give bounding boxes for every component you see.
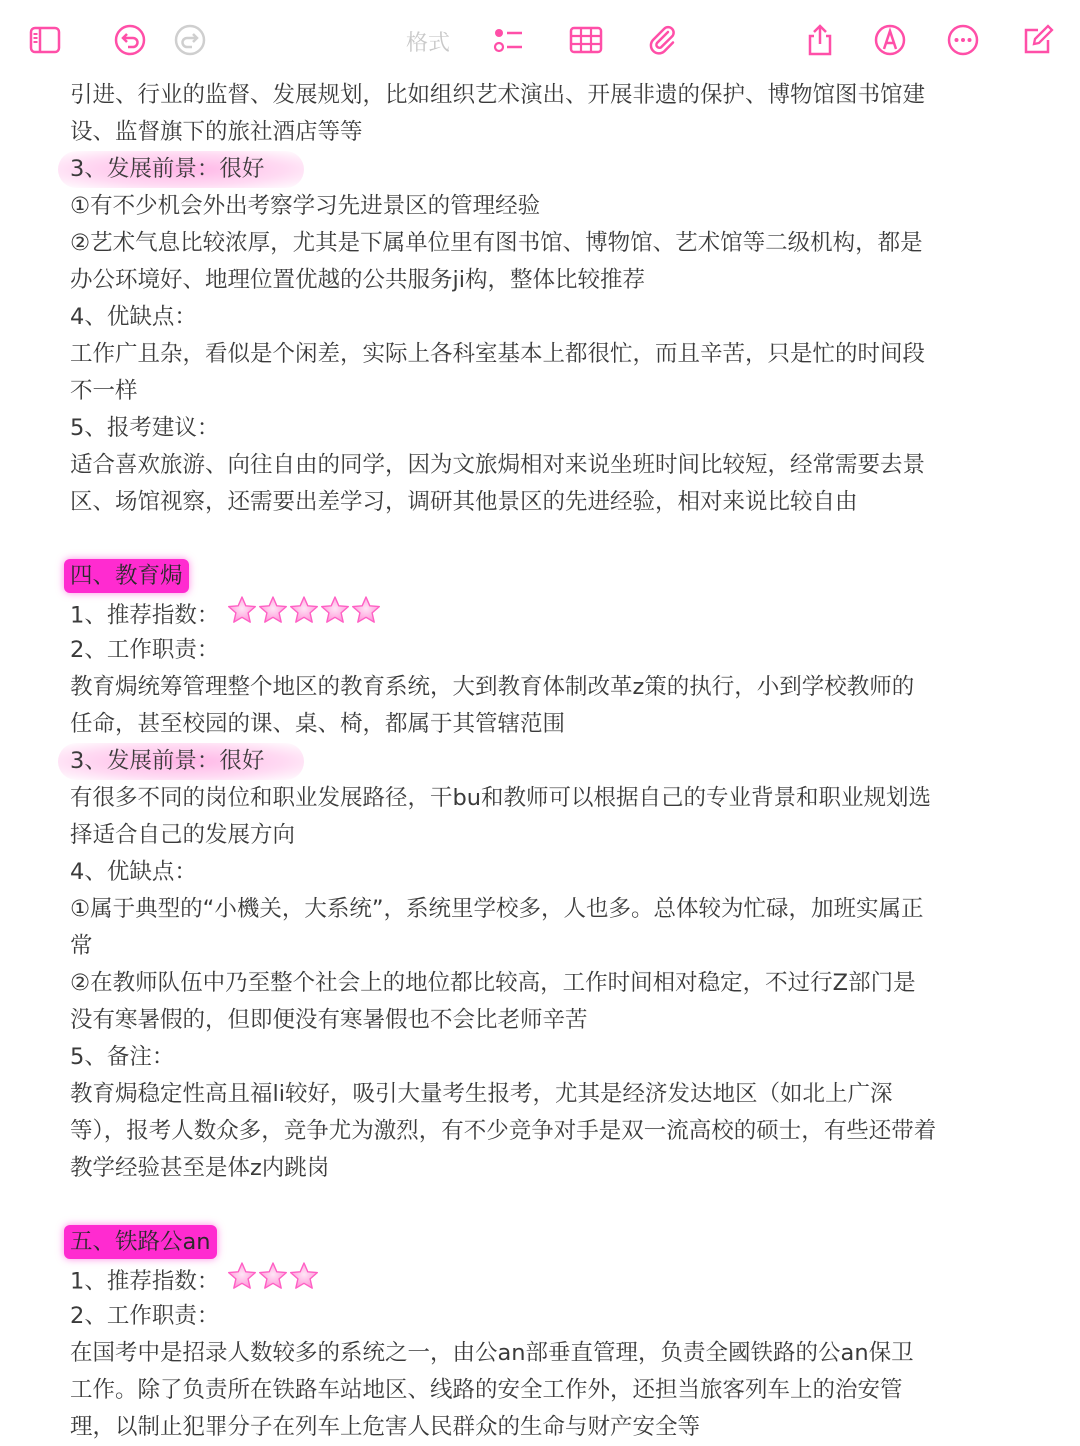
note-text: 4、优缺点： xyxy=(70,304,197,330)
note-line xyxy=(70,743,1010,780)
note-text: 4、优缺点： xyxy=(70,859,197,885)
blank-line xyxy=(70,1187,1010,1224)
note-text: 教学经验甚至是体z内跳岗 xyxy=(70,1155,330,1181)
note-body[interactable] xyxy=(70,77,1010,1446)
highlighted-text: 3、发展前景：很好 xyxy=(70,151,264,188)
sidebar-icon[interactable] xyxy=(25,20,65,60)
note-text: 1、推荐指数： xyxy=(70,1268,220,1295)
note-line xyxy=(70,669,1010,706)
highlighted-text: 3、发展前景：很好 xyxy=(70,743,264,780)
note-line xyxy=(70,1150,1010,1187)
note-line xyxy=(70,188,1010,225)
note-text: 不一样 xyxy=(70,378,138,404)
note-line xyxy=(70,373,1010,410)
star-icon xyxy=(258,1261,288,1291)
note-text: 2、工作职责： xyxy=(70,1303,220,1329)
table-icon[interactable] xyxy=(566,20,606,60)
note-text: 工作。除了负责所在铁路车站地区、线路的安全工作外，还担当旅客列车上的治安管 xyxy=(70,1377,903,1403)
note-text: 引进、行业的监督、发展规划，比如组织艺术演出、开展非遗的保护、博物馆图书馆建 xyxy=(70,82,926,108)
note-text: 理，以制止犯罪分子在列车上危害人民群众的生命与财产安全等 xyxy=(70,1414,701,1440)
note-line xyxy=(70,891,1010,928)
star-icon xyxy=(258,595,288,625)
note-line xyxy=(70,77,1010,114)
note-text: ①有不少机会外出考察学习先进景区的管理经验 xyxy=(70,193,541,219)
note-text: 工作广且杂，看似是个闲差，实际上各科室基本上都很忙，而且辛苦，只是忙的时间段 xyxy=(70,341,926,367)
checklist-icon[interactable] xyxy=(488,20,528,60)
note-line xyxy=(70,225,1010,262)
note-text: ②在教师队伍中乃至整个社会上的地位都比较高，工作时间相对稳定，不过行Z部门是 xyxy=(70,970,916,996)
note-line xyxy=(70,1372,1010,1409)
note-line xyxy=(70,595,1010,632)
section-heading: 四、教育焗 xyxy=(64,559,189,593)
note-line xyxy=(70,1261,1010,1298)
note-line xyxy=(70,632,1010,669)
note-text: 适合喜欢旅游、向往自由的同学，因为文旅焗相对来说坐班时间比较短，经常需要去景 xyxy=(70,452,926,478)
note-line xyxy=(70,151,1010,188)
attachment-icon[interactable] xyxy=(642,20,682,60)
note-line xyxy=(70,447,1010,484)
note-text: 在国考中是招录人数较多的系统之一，由公an部垂直管理，负责全國铁路的公an保卫 xyxy=(70,1340,914,1366)
share-icon[interactable] xyxy=(800,20,840,60)
star-icon xyxy=(227,1261,257,1291)
star-icon xyxy=(289,595,319,625)
note-line xyxy=(70,854,1010,891)
note-line xyxy=(70,1298,1010,1335)
note-text: ①属于典型的“小機关，大系统”，系统里学校多，人也多。总体较为忙碌，加班实属正 xyxy=(70,896,924,922)
note-line xyxy=(70,299,1010,336)
compose-icon[interactable] xyxy=(1018,20,1058,60)
note-text: 办公环境好、地理位置优越的公共服务ji构，整体比较推荐 xyxy=(70,267,646,293)
note-text: 2、工作职责： xyxy=(70,637,220,663)
note-text: 区、场馆视察，还需要出差学习，调研其他景区的先进经验，相对来说比较自由 xyxy=(70,489,858,515)
star-icon xyxy=(289,1261,319,1291)
note-text: 5、报考建议： xyxy=(70,415,220,441)
format-button[interactable]: 格式 xyxy=(405,31,450,56)
markup-icon[interactable] xyxy=(870,20,910,60)
note-text: 教育焗统筹管理整个地区的教育系统，大到教育体制改革z策的执行，小到学校教师的 xyxy=(70,674,915,700)
star-rating xyxy=(227,595,382,637)
note-line xyxy=(70,1002,1010,1039)
note-line xyxy=(70,410,1010,447)
undo-icon[interactable] xyxy=(110,20,150,60)
note-text: 择适合自己的发展方向 xyxy=(70,822,296,848)
note-line xyxy=(70,1039,1010,1076)
more-icon[interactable] xyxy=(943,20,983,60)
star-icon xyxy=(227,595,257,625)
note-text: 5、备注： xyxy=(70,1044,175,1070)
note-text: 设、监督旗下的旅社酒店等等 xyxy=(70,119,363,145)
note-line xyxy=(70,1113,1010,1150)
note-line xyxy=(70,817,1010,854)
note-line xyxy=(70,114,1010,151)
note-text: 没有寒暑假的，但即便没有寒暑假也不会比老师辛苦 xyxy=(70,1007,588,1033)
note-line xyxy=(70,780,1010,817)
note-text: 等），报考人数众多，竞争尤为激烈，有不少竞争对手是双一流高校的硕士，有些还带着 xyxy=(70,1118,937,1144)
note-line xyxy=(70,1076,1010,1113)
star-icon xyxy=(320,595,350,625)
note-line xyxy=(70,1224,1010,1261)
section-heading: 五、铁路公an xyxy=(64,1225,217,1259)
note-line xyxy=(70,1409,1010,1446)
note-text: ②艺术气息比较浓厚，尤其是下属单位里有图书馆、博物馆、艺术馆等二级机构，都是 xyxy=(70,230,923,256)
note-text: 有很多不同的岗位和职业发展路径，干bu和教师可以根据自己的专业背景和职业规划选 xyxy=(70,785,932,811)
star-icon xyxy=(351,595,381,625)
note-line xyxy=(70,928,1010,965)
redo-icon[interactable] xyxy=(170,20,210,60)
note-line xyxy=(70,262,1010,299)
note-text: 教育焗稳定性高且福li较好，吸引大量考生报考，尤其是经济发达地区（如北上广深 xyxy=(70,1081,893,1107)
note-text: 1、推荐指数： xyxy=(70,602,220,629)
note-toolbar xyxy=(0,0,1080,80)
note-line xyxy=(70,1335,1010,1372)
note-text: 常 xyxy=(70,933,93,959)
blank-line xyxy=(70,521,1010,558)
note-line xyxy=(70,336,1010,373)
note-text: 任命，甚至校园的课、桌、椅，都属于其管辖范围 xyxy=(70,711,566,737)
note-line xyxy=(70,965,1010,1002)
note-line xyxy=(70,558,1010,595)
note-line xyxy=(70,484,1010,521)
star-rating xyxy=(227,1261,320,1303)
note-line xyxy=(70,706,1010,743)
